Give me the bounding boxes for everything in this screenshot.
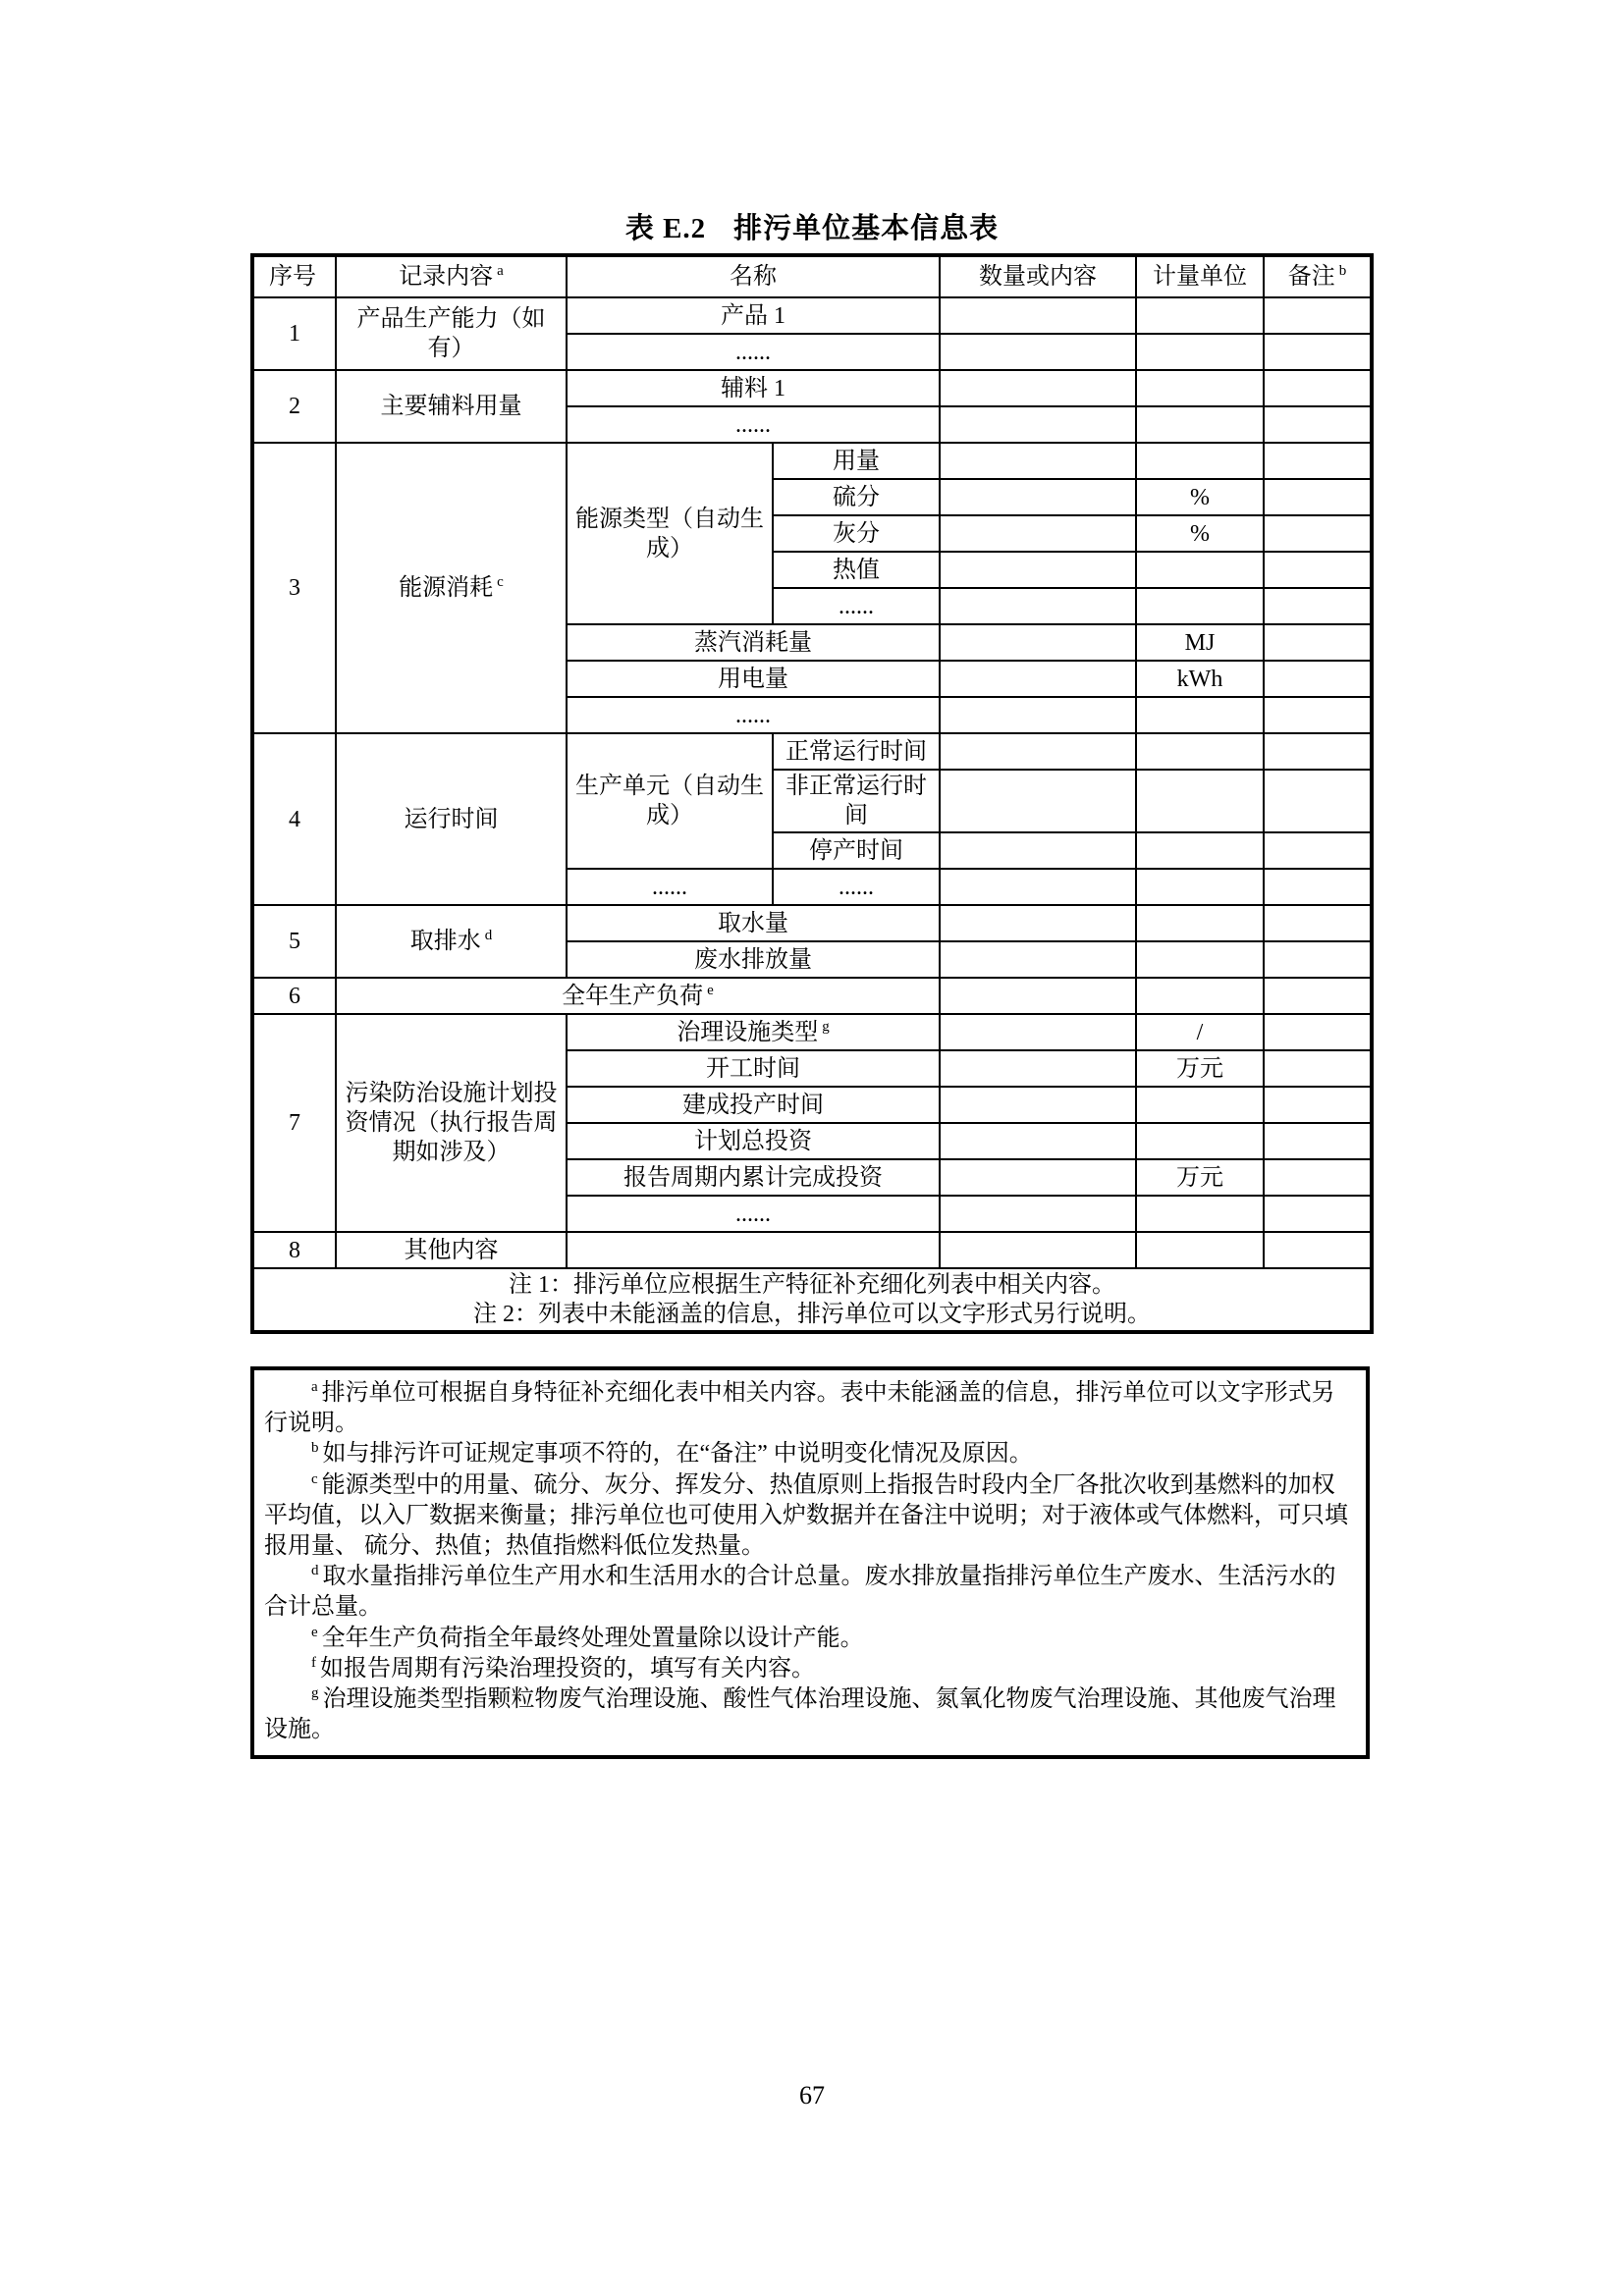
quantity-cell (940, 443, 1136, 479)
remark-cell (1264, 1014, 1372, 1050)
note-2: 注 2：列表中未能涵盖的信息，排污单位可以文字形式另行说明。 (473, 1302, 1151, 1327)
quantity-cell (940, 697, 1136, 733)
quantity-cell (940, 832, 1136, 869)
page-number: 67 (799, 2081, 825, 2109)
group-label-cell: 能源类型（自动生成） (567, 443, 773, 624)
group-label-cell: 生产单元（自动生成） (567, 733, 773, 869)
quantity-cell (940, 515, 1136, 552)
name-cell: 取水量 (567, 905, 940, 941)
unit-cell: 万元 (1136, 1050, 1264, 1087)
name-cell: 废水排放量 (567, 941, 940, 978)
unit-cell (1136, 697, 1264, 733)
unit-cell (1136, 588, 1264, 624)
table-number: 表 E.2 (624, 213, 707, 244)
footnote-g-marker: g (311, 1684, 319, 1701)
remark-cell (1264, 552, 1372, 588)
unit-cell: MJ (1136, 624, 1264, 661)
unit-cell (1136, 552, 1264, 588)
header-remark-sup: b (1338, 263, 1347, 279)
quantity-cell (940, 733, 1136, 770)
label-sup: e (707, 982, 714, 998)
name-cell: 治理设施类型 $^g$ (567, 1014, 940, 1050)
quantity-cell (940, 661, 1136, 697)
quantity-cell (940, 941, 1136, 978)
remark-cell (1264, 334, 1372, 370)
quantity-cell (940, 1196, 1136, 1232)
remark-cell (1264, 588, 1372, 624)
footnote-d-marker: d (311, 1563, 319, 1579)
unit-cell (1136, 1232, 1264, 1268)
unit-cell: % (1136, 479, 1264, 515)
subname-cell: 灰分 (773, 515, 940, 552)
seq-cell: 1 (252, 297, 336, 370)
remark-cell (1264, 370, 1372, 406)
footnote-d: $^d$ 取水量指排污单位生产用水和生活用水的合计总量。废水排放量指排污单位生产废水、生活污水的合计总量。 (264, 1563, 1336, 1621)
seq-cell: 7 (252, 1014, 336, 1232)
label-cell: 取排水 $^d$ (336, 905, 567, 978)
table-row (252, 370, 1372, 406)
footnote-b-marker: b (311, 1440, 319, 1457)
name-cell: ...... (567, 334, 940, 370)
footnote-b: $^b$ 如与排污许可证规定事项不符的，在“备注” 中说明变化情况及原因。 (311, 1440, 1033, 1468)
name-cell: 报告周期内累计完成投资 (567, 1159, 940, 1196)
label-sup: d (484, 928, 493, 943)
quantity-cell (940, 479, 1136, 515)
remark-cell (1264, 941, 1372, 978)
table-row (252, 733, 1372, 770)
name-cell (567, 1232, 940, 1268)
unit-cell (1136, 978, 1264, 1014)
quantity-cell (940, 770, 1136, 832)
remark-cell (1264, 624, 1372, 661)
unit-cell (1136, 770, 1264, 832)
label-cell: 运行时间 (336, 733, 567, 905)
remark-cell (1264, 443, 1372, 479)
quantity-cell (940, 588, 1136, 624)
subname-cell: 停产时间 (773, 832, 940, 869)
header-record-sup: a (497, 263, 504, 279)
unit-cell (1136, 1123, 1264, 1159)
footnote-a: $^a$ 排污单位可根据自身特征补充细化表中相关内容。表中未能涵盖的信息，排污单位可以文字形式另行说明。 (264, 1379, 1335, 1437)
table-row (252, 1232, 1372, 1268)
remark-cell (1264, 1087, 1372, 1123)
footnote-box (250, 1366, 1370, 1759)
name-cell: 产品 1 (567, 297, 940, 334)
footnote-a-marker: a (311, 1379, 318, 1395)
table-row (252, 443, 1372, 479)
basic-info-table (250, 253, 1374, 1334)
header-row (252, 255, 1372, 297)
name-cell: 开工时间 (567, 1050, 940, 1087)
name-cell: ...... (567, 406, 940, 443)
table-notes (252, 1268, 1372, 1332)
quantity-cell (940, 1050, 1136, 1087)
table-title: 排污单位基本信息表 (733, 213, 1000, 244)
note-1: 注 1：排污单位应根据生产特征补充细化列表中相关内容。 (509, 1272, 1115, 1298)
name-cell: 辅料 1 (567, 370, 940, 406)
name-cell: 蒸汽消耗量 (567, 624, 940, 661)
table-row (252, 1014, 1372, 1050)
remark-cell (1264, 905, 1372, 941)
quantity-cell (940, 334, 1136, 370)
footnote-f-marker: f (311, 1654, 316, 1671)
quantity-cell (940, 406, 1136, 443)
footnote-c: $^c$ 能源类型中的用量、硫分、灰分、挥发分、热值原则上指报告时段内全厂各批次收到基燃料的加权平均值，以入厂数据来衡量；排污单位也可使用入炉数据并在备注中说明；对于液体或气体燃料，可只填报用量、 硫分、热值；热值指燃料低位发热量。 (264, 1470, 1348, 1559)
quantity-cell (940, 1014, 1136, 1050)
quantity-cell (940, 1159, 1136, 1196)
page-title (0, 206, 1624, 246)
main-table-wrapper (250, 253, 1370, 1334)
remark-cell (1264, 661, 1372, 697)
unit-cell (1136, 1196, 1264, 1232)
label-sup: c (497, 574, 504, 590)
unit-cell (1136, 334, 1264, 370)
footnote-e: $^e$ 全年生产负荷指全年最终处理处置量除以设计产能。 (311, 1624, 864, 1651)
unit-cell: kWh (1136, 661, 1264, 697)
name-sup: g (822, 1018, 830, 1035)
quantity-cell (940, 869, 1136, 905)
remark-cell (1264, 1050, 1372, 1087)
subname-cell: 非正常运行时间 (773, 770, 940, 832)
header-unit: 计量单位 (1136, 255, 1264, 297)
footnote-e-marker: e (311, 1624, 318, 1640)
subname-cell: 热值 (773, 552, 940, 588)
remark-cell (1264, 770, 1372, 832)
table-row (252, 978, 1372, 1014)
remark-cell (1264, 1196, 1372, 1232)
quantity-cell (940, 1087, 1136, 1123)
quantity-cell (940, 978, 1136, 1014)
unit-cell (1136, 869, 1264, 905)
label-cell: 其他内容 (336, 1232, 567, 1268)
remark-cell (1264, 869, 1372, 905)
footnote-f: $^f$ 如报告周期有污染治理投资的，填写有关内容。 (311, 1654, 815, 1682)
label-cell: 主要辅料用量 (336, 370, 567, 443)
remark-cell (1264, 515, 1372, 552)
seq-cell: 5 (252, 905, 336, 978)
subname-cell: 正常运行时间 (773, 733, 940, 770)
quantity-cell (940, 370, 1136, 406)
quantity-cell (940, 905, 1136, 941)
quantity-cell (940, 552, 1136, 588)
remark-cell (1264, 697, 1372, 733)
label-cell: 能源消耗 $^c$ (336, 443, 567, 733)
remark-cell (1264, 297, 1372, 334)
subname-cell: ...... (773, 869, 940, 905)
remark-cell (1264, 978, 1372, 1014)
unit-cell (1136, 370, 1264, 406)
group-label-cell: ...... (567, 869, 773, 905)
unit-cell: 万元 (1136, 1159, 1264, 1196)
remark-cell (1264, 1232, 1372, 1268)
unit-cell (1136, 443, 1264, 479)
name-cell: 建成投产时间 (567, 1087, 940, 1123)
unit-cell (1136, 297, 1264, 334)
seq-cell: 3 (252, 443, 336, 733)
seq-cell: 4 (252, 733, 336, 905)
table-row (252, 297, 1372, 334)
label-cell: 产品生产能力（如有） (336, 297, 567, 370)
name-cell: 用电量 (567, 661, 940, 697)
header-seq: 序号 (252, 255, 336, 297)
header-name: 名称 (567, 255, 940, 297)
label-cell: 污染防治设施计划投资情况（执行报告周期如涉及） (336, 1014, 567, 1232)
seq-cell: 8 (252, 1232, 336, 1268)
name-cell: ...... (567, 1196, 940, 1232)
name-cell: ...... (567, 697, 940, 733)
subname-cell: ...... (773, 588, 940, 624)
notes-row (252, 1268, 1372, 1332)
quantity-cell (940, 297, 1136, 334)
remark-cell (1264, 733, 1372, 770)
table-row (252, 905, 1372, 941)
header-quantity: 数量或内容 (940, 255, 1136, 297)
unit-cell (1136, 733, 1264, 770)
label-cell: 全年生产负荷 $^e$ (336, 978, 940, 1014)
quantity-cell (940, 1232, 1136, 1268)
unit-cell (1136, 406, 1264, 443)
unit-cell (1136, 905, 1264, 941)
unit-cell (1136, 1087, 1264, 1123)
quantity-cell (940, 1123, 1136, 1159)
footnote-g: $^g$ 治理设施类型指颗粒物废气治理设施、酸性气体治理设施、氮氧化物废气治理设施、其他废气治理设施。 (264, 1684, 1336, 1743)
remark-cell (1264, 832, 1372, 869)
unit-cell: / (1136, 1014, 1264, 1050)
quantity-cell (940, 624, 1136, 661)
subname-cell: 硫分 (773, 479, 940, 515)
unit-cell (1136, 941, 1264, 978)
header-record-content: 记录内容 $^a$ (336, 255, 567, 297)
header-remark: 备注 $^b$ (1264, 255, 1372, 297)
seq-cell: 2 (252, 370, 336, 443)
remark-cell (1264, 479, 1372, 515)
name-cell: 计划总投资 (567, 1123, 940, 1159)
seq-cell: 6 (252, 978, 336, 1014)
remark-cell (1264, 1123, 1372, 1159)
remark-cell (1264, 1159, 1372, 1196)
remark-cell (1264, 406, 1372, 443)
unit-cell: % (1136, 515, 1264, 552)
subname-cell: 用量 (773, 443, 940, 479)
unit-cell (1136, 832, 1264, 869)
footnote-c-marker: c (311, 1470, 318, 1487)
